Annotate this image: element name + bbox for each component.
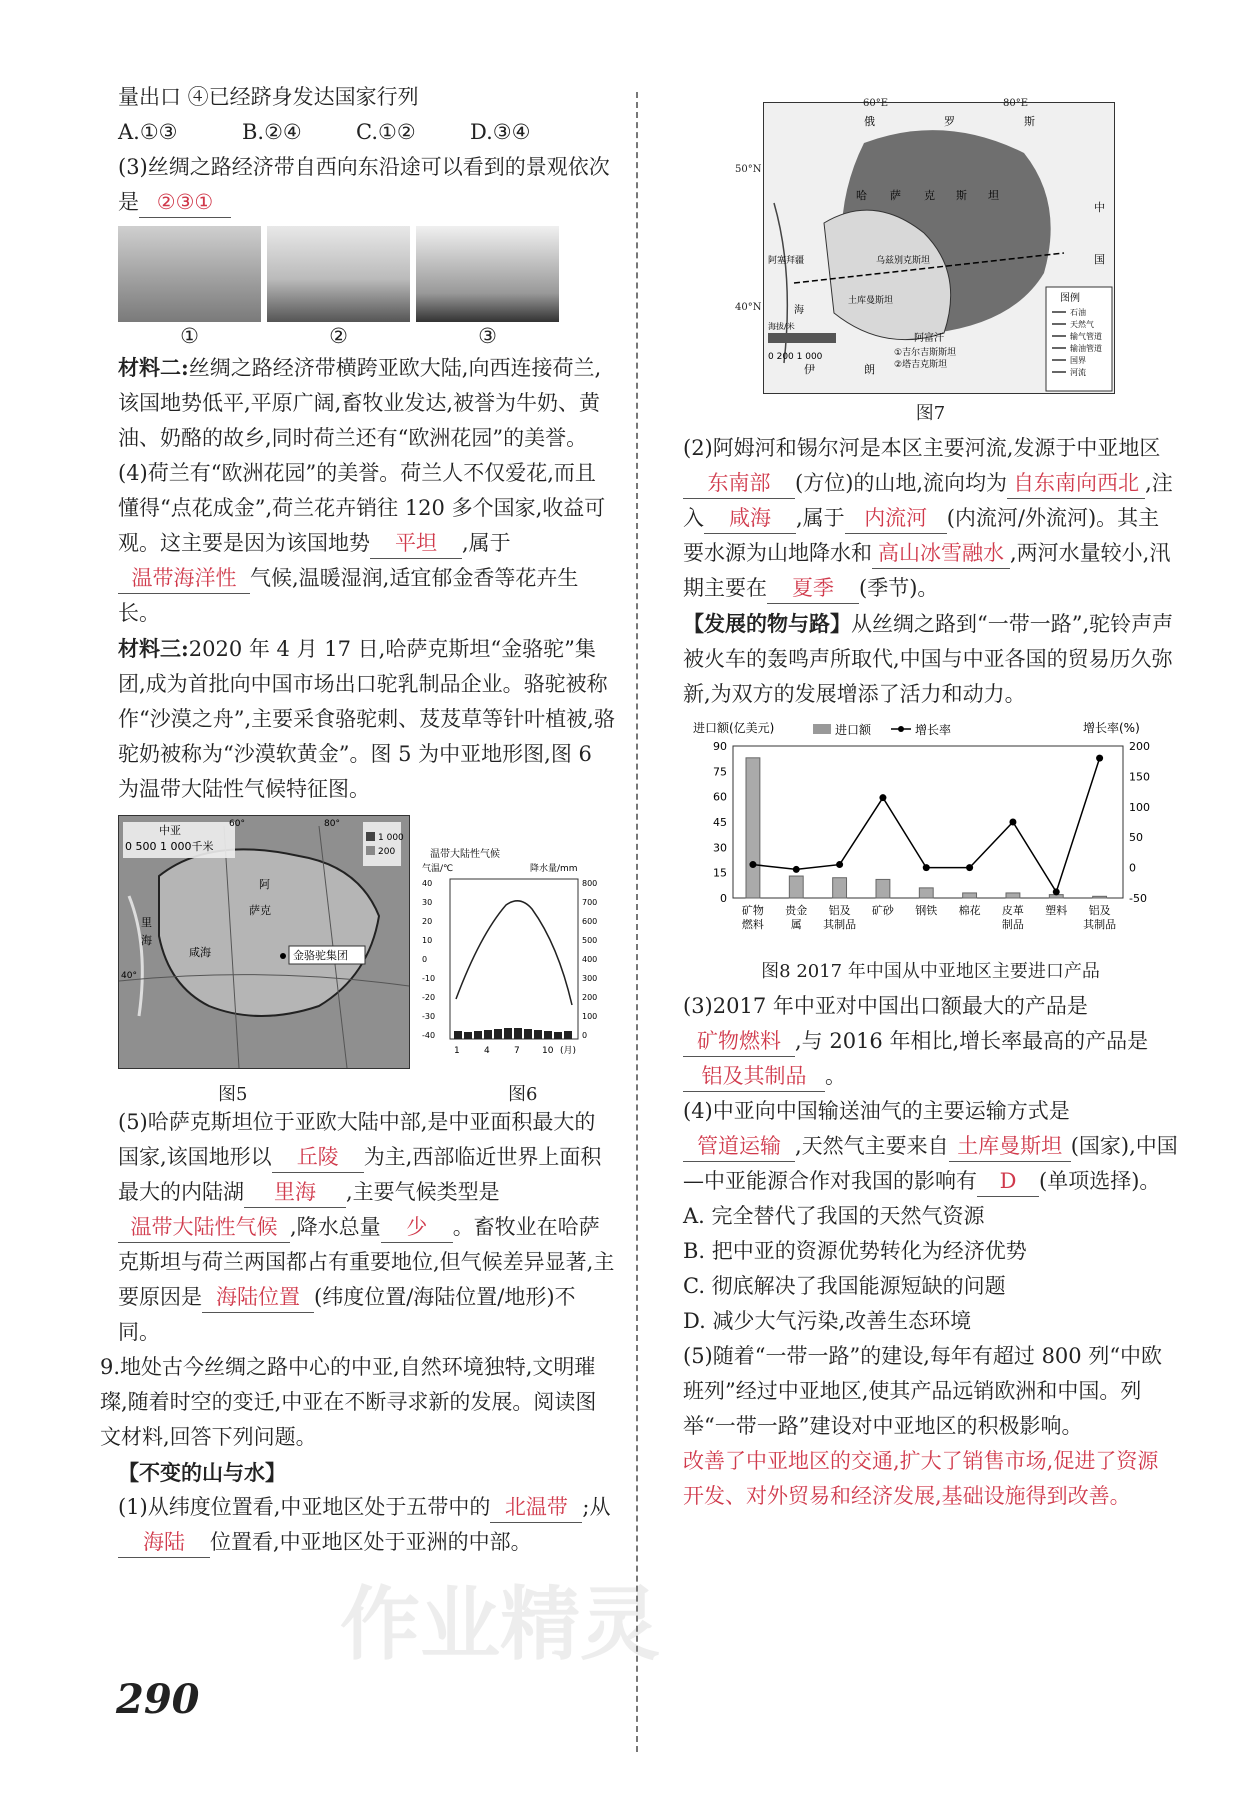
place-label: 中 xyxy=(1094,201,1105,214)
left-column xyxy=(100,80,616,1560)
answer-blank: 土库曼斯坦 xyxy=(949,1131,1071,1162)
place-label: 斯 xyxy=(956,189,967,202)
x-tick-label: 制品 xyxy=(1001,918,1024,931)
photo-row xyxy=(118,226,616,322)
question-3 xyxy=(118,150,616,220)
photo-label: ③ xyxy=(478,324,497,348)
option-b: B.②④ xyxy=(242,120,302,144)
temp-tick: 40 xyxy=(422,879,433,888)
legend-label: 200 xyxy=(378,847,396,857)
y-left-tick: 45 xyxy=(713,816,727,829)
question-3 xyxy=(683,989,1178,1094)
month-label: 1 xyxy=(454,1046,460,1056)
q2-text: (方位)的山地,流向均为 xyxy=(795,471,1008,495)
figure-8-caption: 图8 2017 年中国从中亚地区主要进口产品 xyxy=(761,961,1100,982)
option-item: B. 把中亚的资源优势转化为经济优势 xyxy=(683,1239,1027,1263)
map-scale: 0 200 1 000 xyxy=(768,352,823,362)
y-left-tick: 15 xyxy=(713,866,727,880)
precip-bar xyxy=(544,1031,552,1039)
legend-label: 1 000 xyxy=(378,833,404,843)
legend-item: 输油管道 xyxy=(1070,344,1102,353)
map-label: 萨克 xyxy=(249,904,271,917)
option-d: D.③④ xyxy=(470,120,531,144)
month-label: 4 xyxy=(484,1046,490,1056)
legend-label: 进口额 xyxy=(835,723,872,737)
photo-labels xyxy=(118,322,616,350)
x-tick-label: 铝及 xyxy=(1088,904,1111,917)
q4-text: ,天然气主要来自 xyxy=(795,1134,949,1158)
question-continuation: 量出口 ④已经跻身发达国家行列 xyxy=(118,85,419,109)
answer-blank: 海陆 xyxy=(118,1527,210,1558)
month-unit: (月) xyxy=(560,1046,577,1056)
figure-5-caption: 图5 xyxy=(218,1084,248,1105)
legend-item: 石油 xyxy=(1070,308,1086,317)
import-chart-svg xyxy=(683,718,1178,943)
temp-tick: 30 xyxy=(422,898,433,907)
lon-label: 80° xyxy=(324,819,340,829)
map-label: 阿 xyxy=(259,878,270,891)
temp-tick: -20 xyxy=(422,993,436,1002)
question-4 xyxy=(683,1094,1178,1199)
precip-tick: 0 xyxy=(582,1031,588,1040)
q4-text: (国家),中国—中亚能源合作对我国的影响有 xyxy=(683,1134,1178,1193)
option-c: C.①② xyxy=(356,120,416,144)
answer-blank: 平坦 xyxy=(370,528,462,559)
q5-text: (纬度位置/海陆位置/地形)不同。 xyxy=(118,1285,576,1344)
answer-blank: 夏季 xyxy=(767,573,859,604)
x-tick-label: 燃料 xyxy=(741,918,764,931)
x-tick-label: 钢铁 xyxy=(915,904,938,917)
precip-bar xyxy=(484,1030,492,1039)
figure-5-svg xyxy=(119,816,409,1068)
place-label: 海 xyxy=(794,305,804,316)
answer-blank: 海陆位置 xyxy=(202,1282,314,1313)
question-5: (5)随着“一带一路”的建设,每年有超过 800 列“中欧班列”经过中亚地区,使其产品远销欧洲和中国。列举“一带一路”建设对中亚地区的积极影响。 xyxy=(683,1344,1163,1438)
marker-dot xyxy=(280,953,286,959)
material-label: 材料三: xyxy=(118,636,189,661)
column-divider xyxy=(636,92,638,1752)
growth-point xyxy=(923,864,930,871)
figure-7-caption: 图7 xyxy=(915,403,946,424)
section-2 xyxy=(683,606,1178,712)
y-axis-right-label: 增长率(%) xyxy=(1083,721,1140,735)
temperature-curve xyxy=(456,901,572,1005)
q9-1-text: (1)从纬度位置看,中亚地区处于五带中的 xyxy=(118,1495,491,1519)
question-9: 9.地处古今丝绸之路中心的中亚,自然环境独特,文明璀璨,随着时空的变迁,中亚在不断寻求新的发展。阅读图文材料,回答下列问题。 xyxy=(100,1355,597,1449)
temp-axis-label: 气温/℃ xyxy=(422,864,454,874)
legend-item: 天然气 xyxy=(1070,320,1094,329)
legend-title: 图例 xyxy=(1060,293,1080,304)
growth-point xyxy=(793,866,800,873)
material-text: 2020 年 4 月 17 日,哈萨克斯坦“金骆驼”集团,成为首批向中国市场出口驼乳制品企业。骆驼被称作“沙漠之舟”,主要采食骆驼刺、芨芨草等针叶植被,骆驼奶被称为“沙漠软黄金”。图 5 为中亚地形图,图 6 为温带大陆性气候特征图。 xyxy=(118,637,615,801)
place-label: ①吉尔吉斯斯坦 xyxy=(894,348,957,358)
x-tick-label: 棉花 xyxy=(958,904,981,917)
growth-point xyxy=(1053,888,1060,895)
figure-5-map xyxy=(118,815,410,1069)
precip-bar xyxy=(494,1029,502,1039)
precip-bar xyxy=(514,1028,522,1039)
place-label: 土库曼斯坦 xyxy=(848,296,894,306)
figure-6-caption: 图6 xyxy=(508,1084,538,1105)
q2-text: ,属于 xyxy=(796,506,845,530)
y-right-tick: 0 xyxy=(1129,861,1136,875)
q9-1-text: ;从 xyxy=(582,1495,611,1519)
section-heading: 【不变的山与水】 xyxy=(118,1460,286,1485)
map-scale: 0 500 1 000千米 xyxy=(125,840,214,853)
import-bar xyxy=(876,879,890,898)
precip-tick: 700 xyxy=(582,898,598,907)
precip-bar xyxy=(554,1032,562,1039)
q5-text: ,降水总量 xyxy=(290,1215,381,1239)
figure-7-svg xyxy=(764,103,1114,393)
legend-item: 输气管道 xyxy=(1070,332,1102,341)
place-label: 坦 xyxy=(988,189,999,202)
place-label: 伊 xyxy=(804,363,815,376)
q4-text: (单项选择)。 xyxy=(1039,1169,1161,1193)
map-label: 咸海 xyxy=(189,946,211,959)
q4-text: (4)中亚向中国输送油气的主要运输方式是 xyxy=(683,1099,1070,1123)
precip-tick: 600 xyxy=(582,917,598,926)
precip-bar xyxy=(454,1031,462,1039)
answer-text: 改善了中亚地区的交通,扩大了销售市场,促进了资源开发、对外贸易和经济发展,基础设施得到改善。 xyxy=(683,1449,1159,1508)
import-bar xyxy=(833,878,847,898)
import-bar xyxy=(919,888,933,898)
precip-bar xyxy=(564,1031,572,1039)
q2-text: ,注入 xyxy=(683,471,1173,530)
precip-bar xyxy=(464,1032,472,1039)
photo-camel-desert xyxy=(416,226,559,322)
temp-tick: -40 xyxy=(422,1031,436,1040)
q2-text: ,两河水量较小,汛期主要在 xyxy=(683,541,1171,600)
material-label: 材料二: xyxy=(118,355,189,380)
place-label: 乌兹别克斯坦 xyxy=(876,256,931,266)
figure-8-chart xyxy=(683,718,1178,954)
lon-label: 80°E xyxy=(1003,98,1029,109)
q2-text: (2)阿姆河和锡尔河是本区主要河流,发源于中亚地区 xyxy=(683,436,1161,460)
import-bar xyxy=(1006,893,1020,898)
precip-tick: 300 xyxy=(582,974,598,983)
lon-label: 60° xyxy=(229,819,245,829)
temp-tick: -10 xyxy=(422,974,436,983)
place-label: 俄 xyxy=(864,115,875,128)
plot-frame xyxy=(733,746,1123,898)
map-label: 海 xyxy=(141,934,152,947)
y-right-tick: 50 xyxy=(1129,831,1143,845)
answer-blank: 东南部 xyxy=(683,468,795,499)
answer-blank: 矿物燃料 xyxy=(683,1026,795,1057)
y-right-tick: 100 xyxy=(1129,800,1150,814)
place-label: 朗 xyxy=(864,363,875,376)
figure-7 xyxy=(735,92,1115,394)
x-tick-label: 矿物 xyxy=(741,904,764,917)
option-item: D. 减少大气污染,改善生态环境 xyxy=(683,1309,972,1333)
place-label: 阿塞拜疆 xyxy=(768,256,805,266)
figures-5-6 xyxy=(118,815,616,1105)
growth-line xyxy=(753,758,1100,892)
legend-label: 增长率 xyxy=(915,723,952,737)
question-5 xyxy=(118,1105,616,1350)
q3-text: 。 xyxy=(825,1064,846,1088)
q5-text: 为主,西部临近世界上面积最大的内陆湖 xyxy=(118,1145,602,1204)
q5-text: 。畜牧业在哈萨克斯坦与荷兰两国都占有重要地位,但气候差异显著,主要原因是 xyxy=(118,1215,615,1309)
import-bar xyxy=(789,876,803,898)
precip-tick: 500 xyxy=(582,936,598,945)
answer-blank: 北温带 xyxy=(490,1492,582,1523)
x-tick-label: 皮革 xyxy=(1001,904,1024,917)
answer-blank: 温带大陆性气候 xyxy=(118,1212,290,1243)
growth-point xyxy=(749,861,756,868)
answer-blank: D xyxy=(977,1166,1039,1197)
temp-tick: 20 xyxy=(422,917,433,926)
legend-bar-swatch xyxy=(813,724,831,734)
q2-text: (季节)。 xyxy=(859,576,939,600)
place-label: 阿富汗 xyxy=(914,333,944,344)
right-column xyxy=(683,92,1178,1514)
elevation-label: 海拔/米 xyxy=(768,322,795,331)
y-right-tick: -50 xyxy=(1129,892,1147,905)
precip-bars xyxy=(454,1028,572,1039)
month-label: 7 xyxy=(514,1046,520,1056)
x-tick-label: 其制品 xyxy=(1083,918,1117,931)
lat-label: 40°N xyxy=(735,302,762,313)
watermark: 作业精灵 xyxy=(340,1578,660,1671)
q3-text: ,与 2016 年相比,增长率最高的产品是 xyxy=(795,1029,1149,1053)
material-3 xyxy=(118,631,616,807)
place-label: 国 xyxy=(1094,253,1105,266)
place-label: 克 xyxy=(924,189,935,202)
answer-blank: 里海 xyxy=(244,1177,346,1208)
lon-label: 60°E xyxy=(863,98,889,109)
precip-bar xyxy=(474,1031,482,1039)
x-tick-label: 属 xyxy=(790,918,802,931)
y-left-tick: 0 xyxy=(720,892,727,905)
photo-windmill xyxy=(267,226,410,322)
answer-blank: 高山冰雪融水 xyxy=(872,538,1010,569)
page-number: 290 xyxy=(116,1676,200,1723)
answer-blank: 管道运输 xyxy=(683,1131,795,1162)
precip-tick: 400 xyxy=(582,955,598,964)
section-heading: 【发展的物与路】 xyxy=(683,611,851,636)
photo-label: ① xyxy=(180,324,199,348)
section-text: 从丝绸之路到“一带一路”,驼铃声声被火车的轰鸣声所取代,中国与中亚各国的贸易历久弥新,为双方的发展增添了活力和动力。 xyxy=(683,612,1174,706)
precip-tick: 200 xyxy=(582,993,598,1002)
y-left-tick: 75 xyxy=(713,765,727,779)
climate-chart-svg xyxy=(420,845,616,1067)
photo-terracotta xyxy=(118,226,261,322)
x-tick-label: 塑料 xyxy=(1045,904,1068,917)
precip-tick: 100 xyxy=(582,1012,598,1021)
y-right-tick: 200 xyxy=(1129,740,1150,753)
precip-bar xyxy=(524,1029,532,1039)
q3-text: (3)丝绸之路经济带自西向东沿途可以看到的景观依次是 xyxy=(118,155,610,214)
answer-blank: 丘陵 xyxy=(272,1142,364,1173)
precip-bar xyxy=(504,1028,512,1039)
growth-point xyxy=(879,794,886,801)
figure-7-map xyxy=(763,102,1115,394)
import-bar xyxy=(963,893,977,898)
answer-blank: ②③① xyxy=(139,187,231,218)
temp-tick: 10 xyxy=(422,936,433,945)
precip-axis-label: 降水量/mm xyxy=(530,864,578,874)
q3-text: (3)2017 年中亚对中国出口额最大的产品是 xyxy=(683,994,1088,1018)
answer-blank: 温带海洋性 xyxy=(118,563,250,594)
q5-text: (5)哈萨克斯坦位于亚欧大陆中部,是中亚面积最大的国家,该国地形以 xyxy=(118,1110,596,1169)
import-bar xyxy=(1093,896,1107,898)
answer-blank: 内流河 xyxy=(845,503,947,534)
place-label: 萨 xyxy=(890,189,901,202)
y-axis-left-label: 进口额(亿美元) xyxy=(693,721,775,735)
x-tick-label: 其制品 xyxy=(823,918,857,931)
month-label: 10 xyxy=(542,1046,554,1056)
marker-label: 金骆驼集团 xyxy=(293,949,348,962)
precip-tick: 800 xyxy=(582,879,598,888)
figure-6-chart xyxy=(420,845,616,1067)
q4-text: ,属于 xyxy=(462,531,511,555)
question-2 xyxy=(683,431,1178,606)
q4-text: 气候,温暖湿润,适宜郁金香等花卉生长。 xyxy=(118,566,579,625)
growth-point xyxy=(1009,819,1016,826)
growth-point xyxy=(966,864,973,871)
x-tick-label: 矿砂 xyxy=(871,904,894,917)
question-4 xyxy=(118,456,616,631)
photo-label: ② xyxy=(329,324,348,348)
x-tick-label: 贵金 xyxy=(785,904,808,917)
precip-bar xyxy=(534,1030,542,1039)
place-label: ②塔吉克斯坦 xyxy=(894,360,948,370)
temp-tick: -30 xyxy=(422,1012,436,1021)
answer-blank: 少 xyxy=(381,1212,453,1243)
growth-point xyxy=(1096,755,1103,762)
legend-item: 河流 xyxy=(1070,368,1086,377)
place-label: 哈 xyxy=(856,189,867,202)
q4-text: (4)荷兰有“欧洲花园”的美誉。荷兰人不仅爱花,而且懂得“点花成金”,荷兰花卉销往 120 多个国家,收益可观。这主要是因为该国地势 xyxy=(118,461,606,555)
q2-text: (内流河/外流河)。其主要水源为山地降水和 xyxy=(683,506,1160,565)
option-item: A. 完全替代了我国的天然气资源 xyxy=(683,1204,985,1228)
q5-text: ,主要气候类型是 xyxy=(346,1180,500,1204)
q9-1-text: 位置看,中亚地区处于亚洲的中部。 xyxy=(210,1530,532,1554)
place-label: 斯 xyxy=(1024,115,1035,128)
growth-point xyxy=(836,861,843,868)
map-title: 中亚 xyxy=(159,824,181,837)
material-text: 丝绸之路经济带横跨亚欧大陆,向西连接荷兰,该国地势低平,平原广阔,畜牧业发达,被誉为牛奶、黄油、奶酪的故乡,同时荷兰还有“欧洲花园”的美誉。 xyxy=(118,356,602,450)
answer-blank: 自东南向西北 xyxy=(1007,468,1145,499)
map-label: 里 xyxy=(141,916,152,929)
answer-blank: 咸海 xyxy=(704,503,796,534)
lat-label: 50°N xyxy=(735,164,762,175)
option-a: A.①③ xyxy=(118,120,178,144)
lat-label: 40° xyxy=(121,971,137,981)
x-tick-label: 铝及 xyxy=(828,904,851,917)
answer-blank: 铝及其制品 xyxy=(683,1061,825,1092)
question-9-1 xyxy=(118,1490,616,1560)
option-item: C. 彻底解决了我国能源短缺的问题 xyxy=(683,1274,1006,1298)
temp-tick: 0 xyxy=(422,955,428,964)
place-label: 罗 xyxy=(944,115,955,128)
material-2 xyxy=(118,350,616,456)
import-bar xyxy=(746,758,760,898)
y-right-tick: 150 xyxy=(1129,770,1150,784)
climate-title: 温带大陆性气候 xyxy=(430,849,500,860)
legend-item: 国界 xyxy=(1070,356,1086,365)
y-left-tick: 60 xyxy=(713,790,727,804)
options-row xyxy=(118,115,616,150)
y-left-tick: 90 xyxy=(713,740,727,753)
y-left-tick: 30 xyxy=(713,841,727,855)
